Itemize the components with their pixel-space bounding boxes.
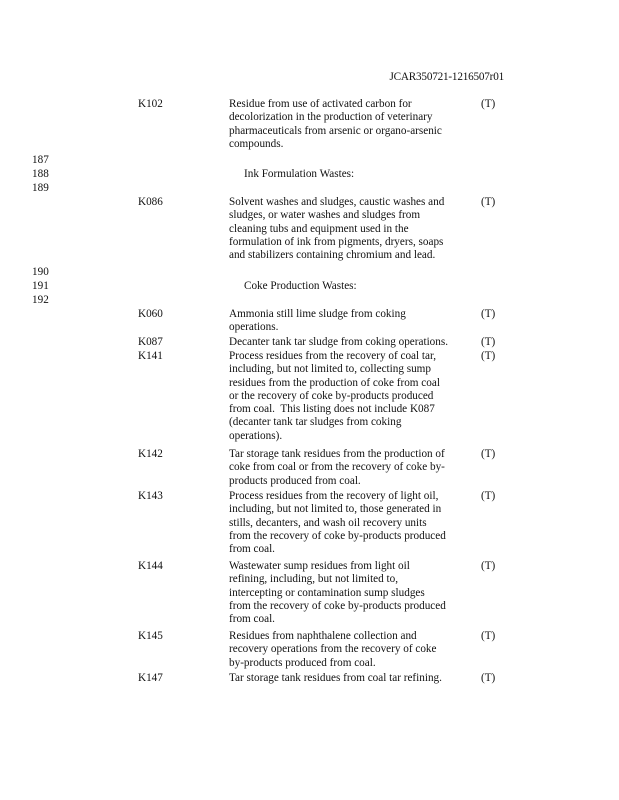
waste-code: K142: [138, 448, 163, 460]
waste-code: K144: [138, 560, 163, 572]
description-line: from the recovery of coke by-products produced: [229, 599, 446, 612]
description-line: Solvent washes and sludges, caustic washes and: [229, 196, 445, 208]
description-line: sludges, or water washes and sludges from: [229, 209, 421, 222]
waste-code: K060: [138, 308, 163, 320]
description-line: Process residues from the recovery of light oil,: [229, 490, 439, 502]
hazard-code: (T): [481, 630, 496, 642]
description-line: Decanter tank tar sludge from coking operations.: [229, 336, 449, 348]
waste-description: [229, 490, 467, 556]
description-line: products produced from coal.: [229, 474, 361, 487]
waste-description: [229, 630, 467, 670]
hazard-code: (T): [481, 672, 496, 684]
waste-description: [229, 672, 467, 685]
waste-description: [229, 560, 467, 626]
waste-description: [229, 350, 467, 443]
description-line: recovery operations from the recovery of coke: [229, 643, 437, 656]
document-header-id: JCAR350721-1216507r01: [389, 71, 504, 83]
description-line: Tar storage tank residues from the production of: [229, 448, 445, 460]
description-line: or the recovery of coke by-products produced: [229, 389, 434, 402]
waste-code: K141: [138, 350, 163, 362]
waste-code: K086: [138, 196, 163, 208]
description-line: Ammonia still lime sludge from coking: [229, 308, 406, 320]
description-line: Residue from use of activated carbon for: [229, 98, 412, 110]
description-line: including, but not limited to, collecting sump: [229, 363, 431, 376]
description-line: decolorization in the production of veterinary: [229, 111, 433, 124]
description-line: stills, decanters, and wash oil recovery units: [229, 516, 427, 529]
hazard-code: (T): [481, 560, 496, 572]
waste-description: [229, 308, 467, 335]
description-line: pharmaceuticals from arsenic or organo-arsenic: [229, 124, 442, 137]
section-heading-ink: Ink Formulation Wastes:: [244, 168, 355, 180]
description-line: operations.: [229, 321, 279, 334]
section-heading-coke: Coke Production Wastes:: [244, 280, 357, 292]
description-line: compounds.: [229, 137, 284, 150]
hazard-code: (T): [481, 98, 496, 110]
waste-description: [229, 98, 467, 151]
description-line: operations).: [229, 429, 283, 442]
description-line: formulation of ink from pigments, dryers, soaps: [229, 235, 444, 248]
hazard-code: (T): [481, 490, 496, 502]
description-line: from the recovery of coke by-products produced: [229, 529, 446, 542]
waste-description: [229, 448, 467, 488]
description-line: from coal.: [229, 613, 275, 626]
description-line: from coal. This listing does not include K087: [229, 403, 435, 416]
description-line: refining, including, but not limited to,: [229, 573, 399, 586]
description-line: cleaning tubs and equipment used in the: [229, 222, 409, 235]
description-line: by-products produced from coal.: [229, 656, 376, 669]
description-line: including, but not limited to, those generated in: [229, 503, 442, 516]
hazard-code: (T): [481, 336, 496, 348]
description-line: (decanter tank tar sludges from coking: [229, 416, 402, 429]
description-line: Tar storage tank residues from coal tar refining.: [229, 672, 442, 684]
line-number: 190: [32, 266, 49, 278]
hazard-code: (T): [481, 448, 496, 460]
description-line: and stabilizers containing chromium and lead.: [229, 249, 436, 262]
waste-code: K145: [138, 630, 163, 642]
hazard-code: (T): [481, 308, 496, 320]
waste-code: K087: [138, 336, 163, 348]
description-line: intercepting or contamination sump sludges: [229, 586, 425, 599]
line-number: 189: [32, 182, 49, 194]
description-line: from coal.: [229, 543, 275, 556]
waste-code: K147: [138, 672, 163, 684]
line-number: 191: [32, 280, 49, 292]
line-number: 188: [32, 168, 49, 180]
description-line: residues from the production of coke from coal: [229, 376, 440, 389]
description-line: Residues from naphthalene collection and: [229, 630, 417, 642]
description-line: coke from coal or from the recovery of coke by-: [229, 461, 445, 474]
description-line: Process residues from the recovery of coal tar,: [229, 350, 437, 362]
waste-description: [229, 196, 467, 262]
hazard-code: (T): [481, 196, 496, 208]
hazard-code: (T): [481, 350, 496, 362]
waste-code: K143: [138, 490, 163, 502]
waste-description: [229, 336, 467, 349]
line-number: 192: [32, 294, 49, 306]
waste-code: K102: [138, 98, 163, 110]
line-number: 187: [32, 154, 49, 166]
description-line: Wastewater sump residues from light oil: [229, 560, 410, 572]
